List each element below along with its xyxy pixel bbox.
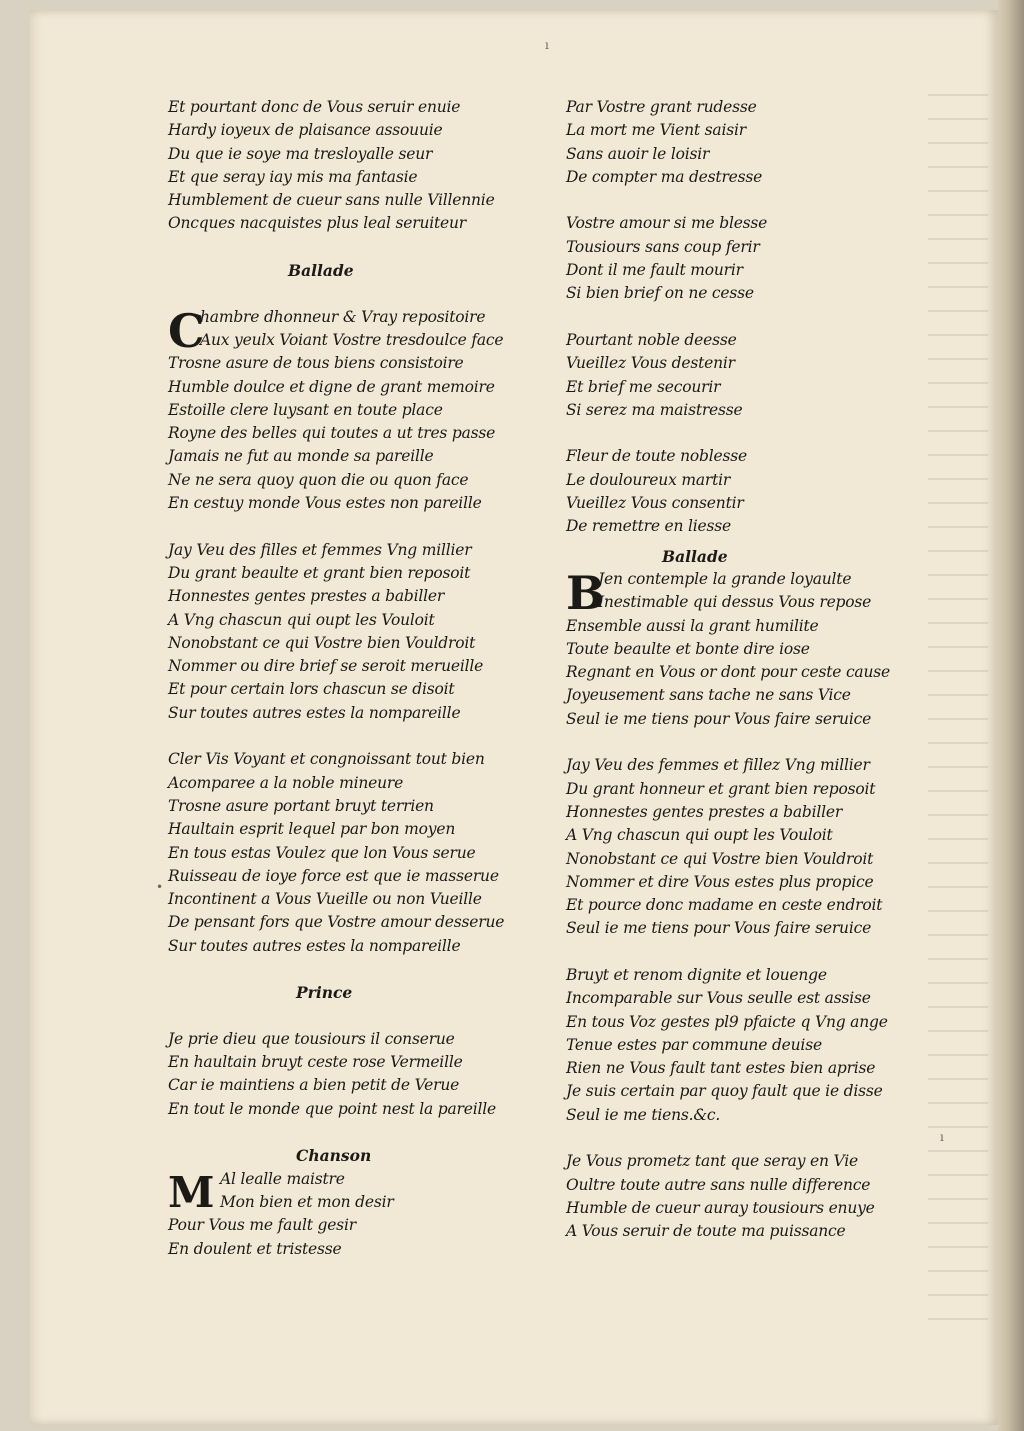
verse-line: Oultre toute autre sans nulle difference <box>566 1175 871 1194</box>
verse-line: De remettre en liesse <box>566 517 731 536</box>
verse-line: Humble de cueur auray tousiours enuye <box>566 1198 875 1217</box>
right-stanza-4 <box>566 445 946 538</box>
verse-line: Incontinent a Vous Vueille ou non Vueille <box>168 890 482 909</box>
verse-line: Car ie maintiens a bien petit de Verue <box>168 1076 460 1095</box>
verse-line: Jay Veu des femmes et fillez Vng millier <box>566 756 870 775</box>
verse-line: Royne des belles qui toutes a ut tres passe <box>168 424 496 443</box>
verse-line: De pensant fors que Vostre amour desserue <box>168 913 505 932</box>
verse-line: Fleur de toute noblesse <box>566 447 747 466</box>
verse-line: Bruyt et renom dignite et louenge <box>566 965 827 984</box>
right-stanza-3 <box>566 329 946 422</box>
ballade-stanza-1-rest <box>566 615 946 731</box>
verse-line: En tous estas Voulez que lon Vous serue <box>168 843 476 862</box>
verse-line: Mon bien et mon desir <box>220 1192 394 1211</box>
verse-line: En haultain bruyt ceste rose Vermeille <box>168 1053 463 1072</box>
drop-cap: B <box>566 565 605 620</box>
verse-line: Dont il me fault mourir <box>566 261 743 280</box>
verse-line: La mort me Vient saisir <box>566 121 746 140</box>
verse-line: Ensemble aussi la grant humilite <box>566 616 819 635</box>
next-page-edge <box>998 0 1024 1431</box>
left-stanza-3 <box>168 539 548 725</box>
margin-mark-right: ı <box>940 1130 944 1144</box>
right-stanza-7 <box>566 964 946 1127</box>
verse-line: Honnestes gentes prestes a babiller <box>566 802 843 821</box>
verse-line: Je Vous prometz tant que seray en Vie <box>566 1152 858 1171</box>
verse-line: Je suis certain par quoy fault que ie disse <box>566 1082 883 1101</box>
prince-stanza <box>168 1028 548 1121</box>
verse-line: Inestimable qui dessus Vous repose <box>598 593 872 612</box>
chanson-heading: Chanson <box>296 1146 372 1166</box>
verse-line: En cestuy monde Vous estes non pareille <box>168 494 482 513</box>
verse-line: hambre dhonneur & Vray repositoire <box>200 307 486 326</box>
verse-line: Ruisseau de ioye force est que ie masserue <box>168 866 499 885</box>
drop-cap: M <box>168 1167 215 1217</box>
verse-line: Rien ne Vous fault tant estes bien aprise <box>566 1059 876 1078</box>
verse-line: Acomparee a la noble mineure <box>168 773 404 792</box>
verse-line: Hardy ioyeux de plaisance assouuie <box>168 121 443 140</box>
verse-line: Et pour certain lors chascun se disoit <box>168 680 455 699</box>
verse-line: En tous Voz gestes pl9 pfaicte q Vng ange <box>566 1012 888 1031</box>
verse-line: Honnestes gentes prestes a babiller <box>168 587 445 606</box>
verse-line: Jen contemple la grande loyaulte <box>598 569 852 588</box>
verse-line: Vueillez Vous destenir <box>566 354 735 373</box>
verse-line: Pour Vous me fault gesir <box>168 1216 356 1235</box>
ballade-heading: Ballade <box>288 261 354 281</box>
verse-line: Al lealle maistre <box>220 1169 345 1188</box>
verse-line: Jay Veu des filles et femmes Vng millier <box>168 540 472 559</box>
verse-line: Toute beaulte et bonte dire iose <box>566 639 810 658</box>
verse-line: Trosne asure portant bruyt terrien <box>168 796 434 815</box>
verse-line: Pourtant noble deesse <box>566 330 737 349</box>
verse-line: Si bien brief on ne cesse <box>566 284 754 303</box>
prince-heading: Prince <box>296 983 353 1003</box>
left-column <box>168 96 548 1261</box>
verse-line: Du grant honneur et grant bien reposoit <box>566 779 876 798</box>
verse-line: A Vng chascun qui oupt les Vouloit <box>168 610 435 629</box>
verse-line: Et pourtant donc de Vous seruir enuie <box>168 98 461 116</box>
right-stanza-8 <box>566 1150 946 1243</box>
verse-line: Estoille clere luysant en toute place <box>168 400 443 419</box>
ballade-heading: Ballade <box>662 546 728 566</box>
verse-line: Sur toutes autres estes la nompareille <box>168 936 461 955</box>
verse-line: De compter ma destresse <box>566 167 763 186</box>
verse-line: Seul ie me tiens pour Vous faire seruice <box>566 709 872 728</box>
verse-line: Joyeusement sans tache ne sans Vice <box>566 686 851 705</box>
verse-line: Nommer et dire Vous estes plus propice <box>566 872 874 891</box>
verse-line: Aux yeulx Voiant Vostre tresdoulce face <box>200 330 504 349</box>
chanson-stanza-1-rest <box>168 1214 548 1261</box>
right-stanza-2 <box>566 212 946 305</box>
chanson-stanza-1 <box>168 1168 548 1215</box>
verse-line: Vostre amour si me blesse <box>566 214 768 233</box>
verse-line: A Vng chascun qui oupt les Vouloit <box>566 826 833 845</box>
verse-line: Et que seray iay mis ma fantasie <box>168 167 418 186</box>
verse-line: Incomparable sur Vous seulle est assise <box>566 989 871 1008</box>
verse-line: Du grant beaulte et grant bien reposoit <box>168 563 471 582</box>
verse-line: Si serez ma maistresse <box>566 400 743 419</box>
verse-line: Oncques nacquistes plus leal seruiteur <box>168 214 467 233</box>
verse-line: Tousiours sans coup ferir <box>566 237 760 256</box>
right-stanza-1 <box>566 96 946 189</box>
ballade-stanza-1-rest <box>168 352 548 515</box>
left-stanza-1 <box>168 96 548 236</box>
verse-line: Humble doulce et digne de grant memoire <box>168 377 495 396</box>
verse-line: Et pource donc madame en ceste endroit <box>566 896 883 915</box>
verse-line: Haultain esprit lequel par bon moyen <box>168 820 456 839</box>
verse-line: Tenue estes par commune deuise <box>566 1035 822 1054</box>
ballade-stanza-1 <box>168 303 548 358</box>
verse-line: Ne ne sera quoy quon die ou quon face <box>168 470 469 489</box>
verse-line: Nonobstant ce qui Vostre bien Vouldroit <box>168 633 476 652</box>
verse-line: Trosne asure de tous biens consistoire <box>168 354 464 373</box>
verse-line: Cler Vis Voyant et congnoissant tout bien <box>168 750 485 769</box>
verse-line: Jamais ne fut au monde sa pareille <box>168 447 434 466</box>
left-stanza-4 <box>168 748 548 958</box>
verse-line: Sans auoir le loisir <box>566 144 710 163</box>
page-mark: ı <box>545 38 549 52</box>
verse-line: En doulent et tristesse <box>168 1239 342 1258</box>
right-column <box>566 96 946 1244</box>
verse-line: Nommer ou dire brief se seroit merueille <box>168 657 484 676</box>
verse-line: Seul ie me tiens.&c. <box>566 1105 721 1124</box>
verse-line: Par Vostre grant rudesse <box>566 98 757 116</box>
verse-line: Humblement de cueur sans nulle Villennie <box>168 191 495 210</box>
margin-mark: • <box>156 880 164 894</box>
verse-line: Le douloureux martir <box>566 470 731 489</box>
verse-line: Nonobstant ce qui Vostre bien Vouldroit <box>566 849 874 868</box>
verse-line: Je prie dieu que tousiours il conserue <box>168 1029 455 1048</box>
right-stanza-6 <box>566 754 946 940</box>
verse-line: Regnant en Vous or dont pour ceste cause <box>566 663 890 682</box>
verse-line: Et brief me secourir <box>566 377 721 396</box>
ballade-stanza-1 <box>566 565 946 620</box>
verse-line: Du que ie soye ma tresloyalle seur <box>168 144 433 163</box>
verse-line: A Vous seruir de toute ma puissance <box>566 1222 846 1241</box>
verse-line: Vueillez Vous consentir <box>566 494 744 513</box>
verse-line: En tout le monde que point nest la pareille <box>168 1099 496 1118</box>
verse-line: Sur toutes autres estes la nompareille <box>168 703 461 722</box>
verse-line: Seul ie me tiens pour Vous faire seruice <box>566 919 872 938</box>
drop-cap: C <box>168 303 205 358</box>
